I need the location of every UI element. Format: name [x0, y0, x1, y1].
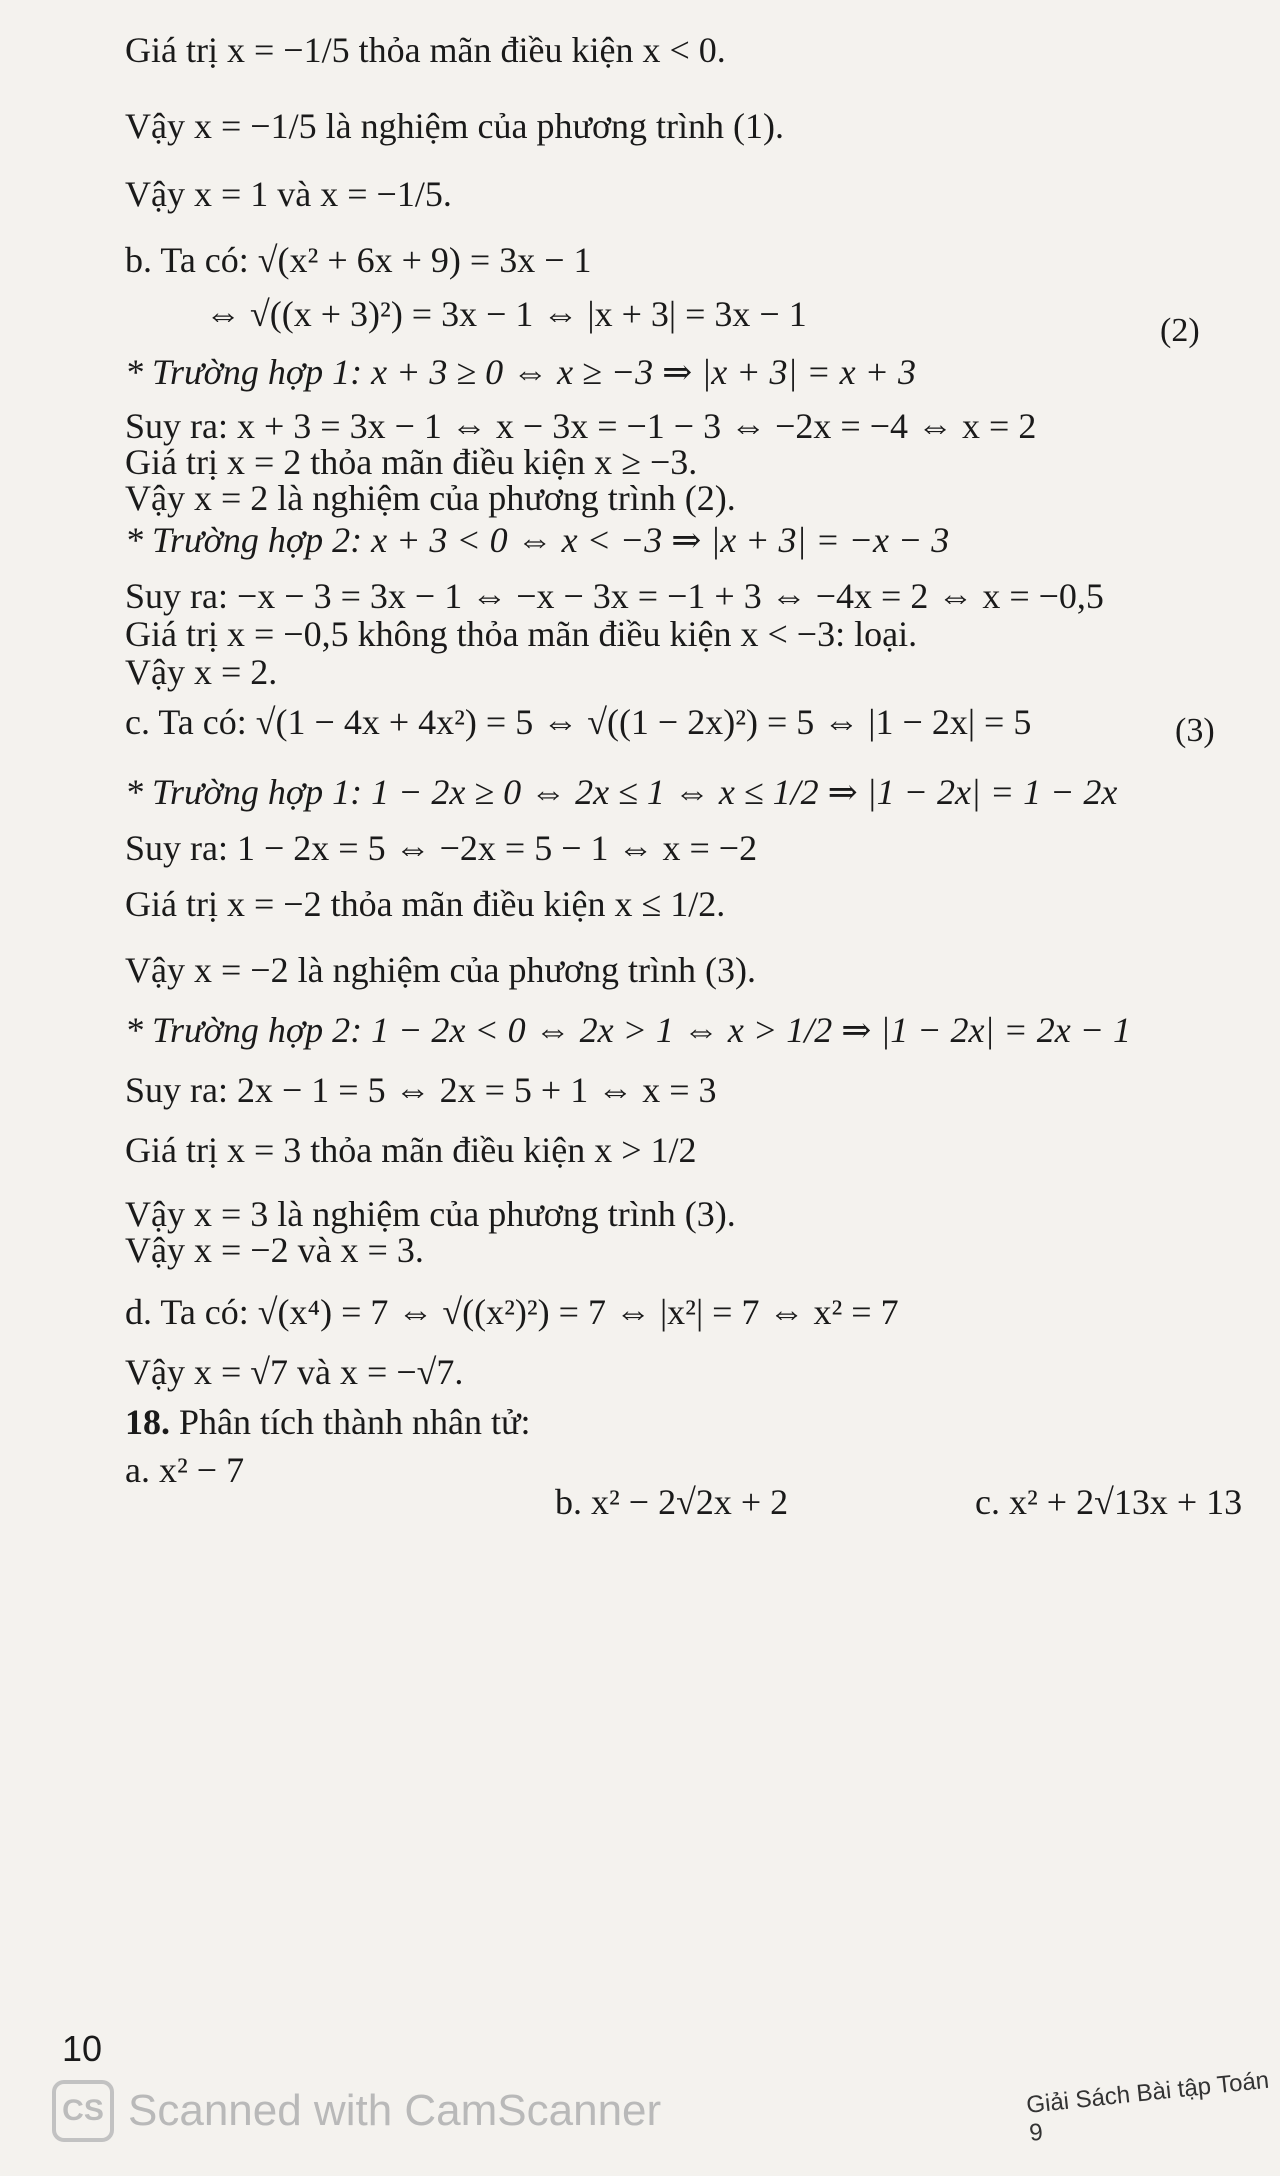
- text-line: Suy ra: 1 − 2x = 5 ⇔ −2x = 5 − 1 ⇔ x = −2: [125, 828, 758, 868]
- exercise-number: 18.: [125, 1402, 170, 1442]
- case-heading: * Trường hợp 1: x + 3 ≥ 0 ⇔ x ≥ −3 ⇒ |x + 3| = x + 3: [125, 352, 916, 392]
- exercise-heading: [125, 1400, 1240, 1444]
- text-line: d. Ta có: √(x⁴) = 7 ⇔ √((x²)²) = 7 ⇔ |x²| = 7 ⇔ x² = 7: [125, 1292, 899, 1332]
- text-line: c. Ta có: √(1 − 4x + 4x²) = 5 ⇔ √((1 − 2x)²) = 5 ⇔ |1 − 2x| = 5: [125, 702, 1032, 742]
- case-heading: * Trường hợp 1: 1 − 2x ≥ 0 ⇔ 2x ≤ 1 ⇔ x ≤ 1/2 ⇒ |1 − 2x| = 1 − 2x: [125, 772, 1118, 812]
- book-footer: Giải Sách Bài tập Toán 9: [1025, 2066, 1271, 2147]
- text-line: Vậy x = 3 là nghiệm của phương trình (3).: [125, 1194, 736, 1234]
- equation-number: (2): [1160, 312, 1200, 349]
- text-line: c. x² + 2√13x + 13: [975, 1482, 1243, 1522]
- text-line: ⇔ √((x + 3)²) = 3x − 1 ⇔ |x + 3| = 3x − 1: [205, 294, 807, 334]
- case-heading: * Trường hợp 2: x + 3 < 0 ⇔ x < −3 ⇒ |x + 3| = −x − 3: [125, 520, 950, 560]
- text-line: Suy ra: x + 3 = 3x − 1 ⇔ x − 3x = −1 − 3 ⇔ −2x = −4 ⇔ x = 2: [125, 406, 1037, 446]
- text-line: Vậy x = −1/5 là nghiệm của phương trình (1).: [125, 106, 785, 146]
- text-line: Giá trị x = 3 thỏa mãn điều kiện x > 1/2: [125, 1130, 697, 1170]
- text-line: Vậy x = −2 và x = 3.: [125, 1230, 424, 1270]
- text-line: Giá trị x = −2 thỏa mãn điều kiện x ≤ 1/2.: [125, 884, 726, 924]
- text-line: Vậy x = √7 và x = −√7.: [125, 1352, 464, 1392]
- case-heading: * Trường hợp 2: 1 − 2x < 0 ⇔ 2x > 1 ⇔ x > 1/2 ⇒ |1 − 2x| = 2x − 1: [125, 1010, 1131, 1050]
- text-line: Suy ra: 2x − 1 = 5 ⇔ 2x = 5 + 1 ⇔ x = 3: [125, 1070, 717, 1110]
- text-line: Vậy x = 1 và x = −1/5.: [125, 174, 452, 214]
- text-line: Vậy x = −2 là nghiệm của phương trình (3).: [125, 950, 757, 990]
- watermark-text: Scanned with CamScanner: [128, 2086, 662, 2135]
- text-line: Suy ra: −x − 3 = 3x − 1 ⇔ −x − 3x = −1 + 3 ⇔ −4x = 2 ⇔ x = −0,5: [125, 576, 1104, 616]
- camscanner-logo-icon: CS: [52, 2080, 114, 2142]
- page-number: 10: [62, 2028, 103, 2069]
- text-line: b. x² − 2√2x + 2: [555, 1482, 789, 1522]
- camscanner-watermark: [52, 2080, 661, 2142]
- text-line: Giá trị x = −1/5 thỏa mãn điều kiện x < 0.: [125, 30, 726, 70]
- text-line: Giá trị x = −0,5 không thỏa mãn điều kiện x < −3: loại.: [125, 614, 918, 654]
- text-line: a. x² − 7: [125, 1450, 245, 1490]
- text-line: b. Ta có: √(x² + 6x + 9) = 3x − 1: [125, 240, 592, 280]
- text-line: Vậy x = 2.: [125, 652, 278, 692]
- exercise-title: 18. Phân tích thành nhân tử:: [125, 1402, 531, 1442]
- text-line: Vậy x = 2 là nghiệm của phương trình (2).: [125, 478, 736, 518]
- text-line: Giá trị x = 2 thỏa mãn điều kiện x ≥ −3.: [125, 442, 698, 482]
- equation-number: (3): [1175, 712, 1215, 749]
